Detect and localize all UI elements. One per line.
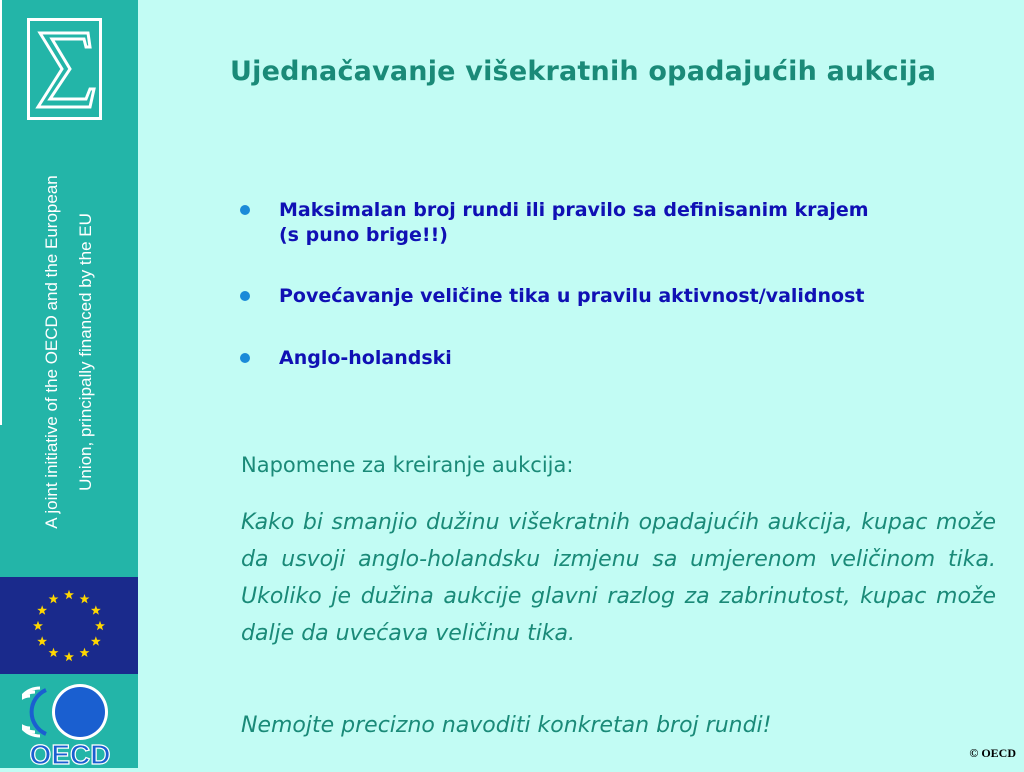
eu-star-icon: [91, 636, 101, 645]
sigma-icon: [27, 18, 102, 120]
eu-star-icon: [80, 648, 90, 657]
notes-paragraph: Kako bi smanjio dužinu višekratnih opadajućih aukcija, kupac može da usvoji anglo-holandsku izmjenu sa umjerenom veličinom tika. Ukoliko je dužina aukcije glavni razlog za zabrinutost, kupac može dalje da uvećava veličinu tika.: [241, 510, 996, 646]
sidebar: [0, 0, 138, 768]
eu-star-icon: [37, 605, 47, 614]
eu-star-icon: [37, 636, 47, 645]
slide-title: Ujednačavanje višekratnih opadajućih aukcija: [230, 56, 937, 87]
bullet-dot-icon: [240, 291, 250, 301]
eu-star-icon: [64, 590, 74, 599]
eu-flag-icon: [0, 577, 138, 674]
caption-line-2: Union, principally financed by the EU: [76, 213, 95, 491]
copyright: © OECD: [969, 746, 1016, 760]
notes-heading: Napomene za kreiranje aukcija:: [241, 453, 574, 477]
eu-star-icon: [64, 652, 74, 661]
eu-star-icon: [49, 648, 59, 657]
bullet-dot-icon: [240, 205, 250, 215]
oecd-logo-icon: [22, 682, 118, 768]
closing-note: Nemojte precizno navoditi konkretan broj rundi!: [241, 713, 772, 738]
bullet-text-continued: (s puno brige!!): [279, 224, 448, 246]
eu-star-icon: [33, 621, 43, 630]
bullet-dot-icon: [240, 353, 250, 363]
eu-star-icon: [80, 594, 90, 603]
bullet-text: Anglo-holandski: [279, 347, 452, 369]
sidebar-edge: [0, 0, 2, 425]
eu-star-icon: [91, 605, 101, 614]
caption-line-1: A joint initiative of the OECD and the European: [42, 175, 61, 529]
oecd-logo-text: OECD: [29, 739, 111, 768]
bullet-text: Maksimalan broj rundi ili pravilo sa definisanim krajem: [279, 199, 869, 221]
eu-star-icon: [49, 594, 59, 603]
eu-star-icon: [95, 621, 105, 630]
bullet-text: Povećavanje veličine tika u pravilu aktivnost/validnost: [279, 285, 865, 307]
